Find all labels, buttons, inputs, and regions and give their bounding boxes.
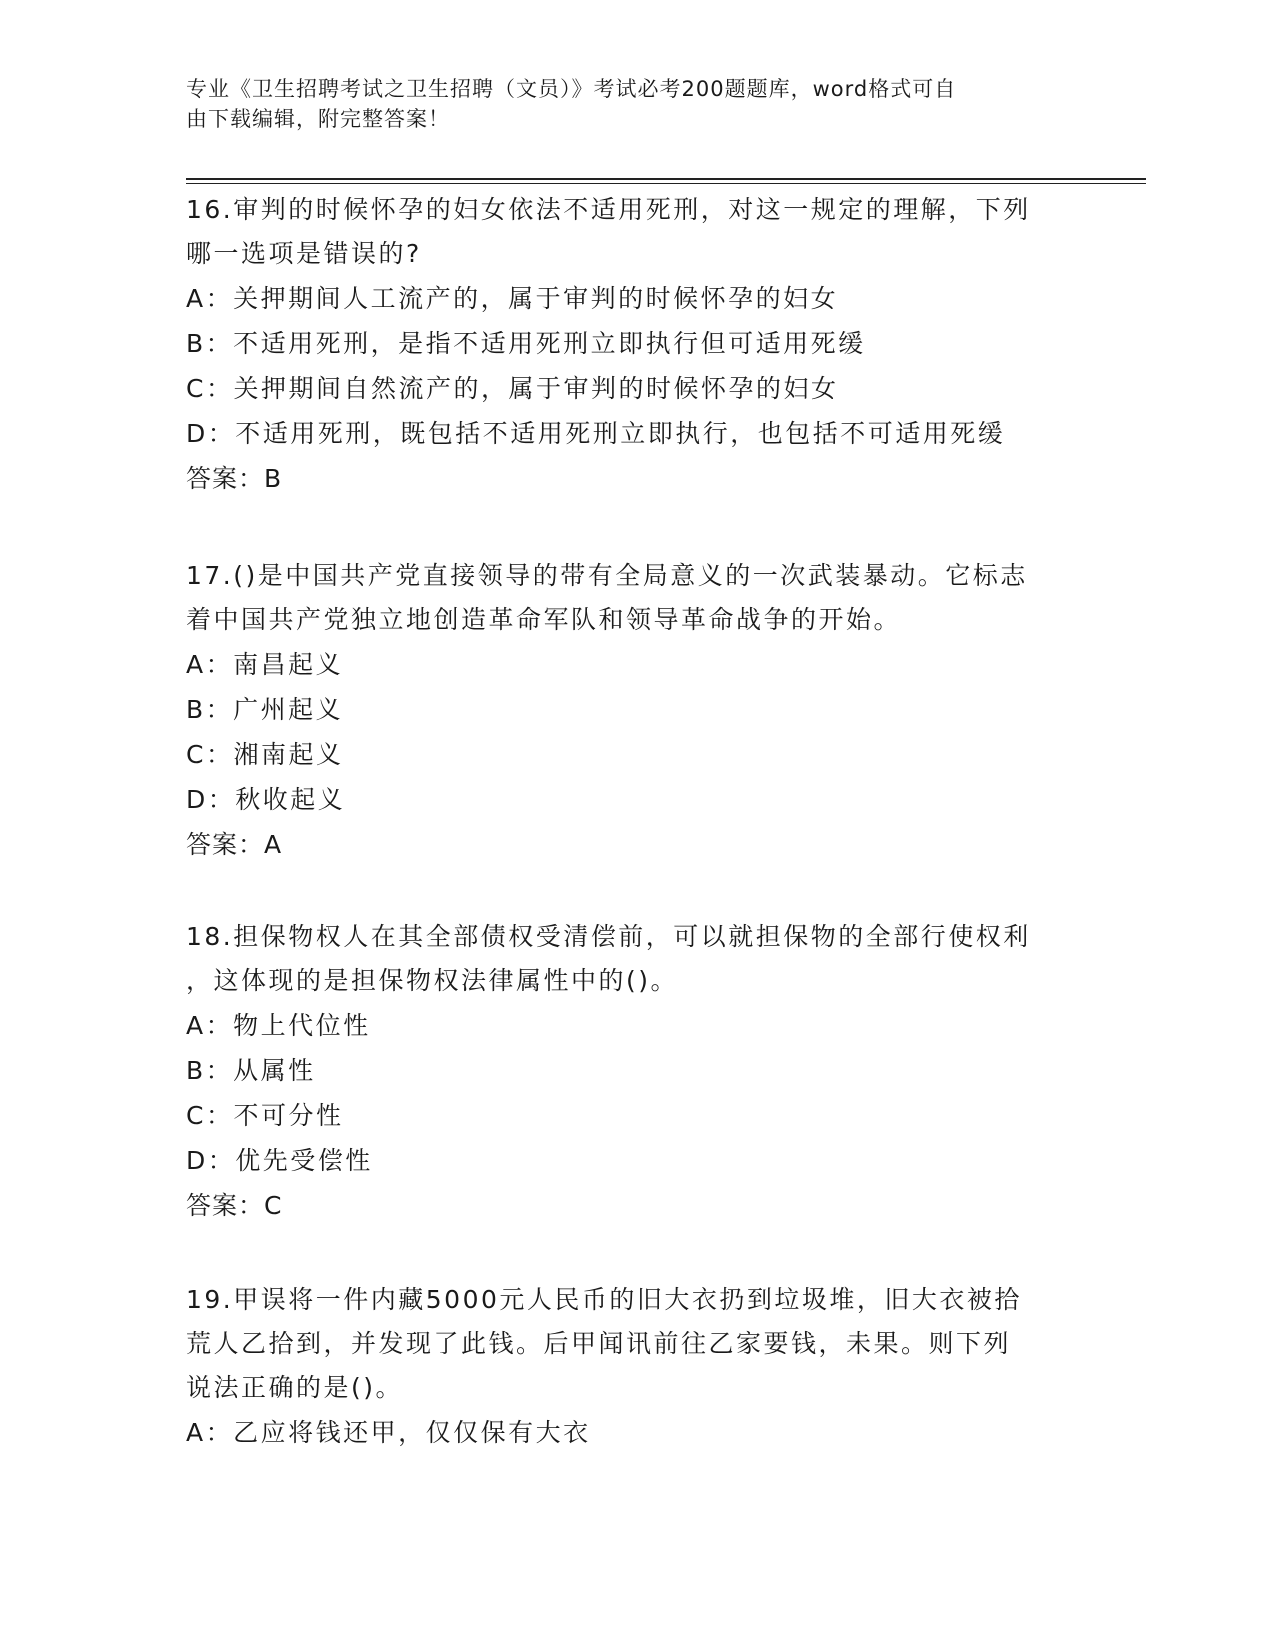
answer: 答案：A xyxy=(186,830,283,859)
question-stem-line-2: 荒人乙拾到，并发现了此钱。后甲闻讯前往乙家要钱，未果。则下列 xyxy=(186,1329,1012,1358)
option-c: C：关押期间自然流产的，属于审判的时候怀孕的妇女 xyxy=(186,374,839,403)
question-stem-line-2: ，这体现的是担保物权法律属性中的()。 xyxy=(186,966,679,995)
question-stem-line-3: 说法正确的是()。 xyxy=(186,1373,404,1402)
question-stem-line-1: 17.()是中国共产党直接领导的带有全局意义的一次武装暴动。它标志 xyxy=(186,561,1028,590)
question-18 xyxy=(186,915,1066,1229)
option-list xyxy=(186,1410,1066,1455)
option-a: A：乙应将钱还甲，仅仅保有大衣 xyxy=(186,1418,591,1447)
option-d: D：不适用死刑，既包括不适用死刑立即执行，也包括不可适用死缓 xyxy=(186,419,1006,448)
option-list xyxy=(186,642,1066,822)
option-a: A：物上代位性 xyxy=(186,1011,371,1040)
question-stem xyxy=(186,554,1066,642)
option-list xyxy=(186,276,1066,456)
header-line-2: 由下载编辑，附完整答案！ xyxy=(186,107,450,131)
option-list xyxy=(186,1003,1066,1183)
question-stem xyxy=(186,188,1066,276)
question-16 xyxy=(186,188,1066,502)
option-a: A：关押期间人工流产的，属于审判的时候怀孕的妇女 xyxy=(186,284,839,313)
option-c: C：湘南起义 xyxy=(186,740,344,769)
answer: 答案：C xyxy=(186,1191,283,1220)
option-c: C：不可分性 xyxy=(186,1101,344,1130)
header-divider-thin xyxy=(186,183,1146,184)
document-header xyxy=(186,74,1066,134)
question-19 xyxy=(186,1278,1066,1455)
answer: 答案：B xyxy=(186,464,283,493)
header-divider-thick xyxy=(186,178,1146,180)
header-line-1: 专业《卫生招聘考试之卫生招聘（文员）》考试必考200题题库，word格式可自 xyxy=(186,77,957,101)
option-b: B：广州起义 xyxy=(186,695,344,724)
option-b: B：不适用死刑，是指不适用死刑立即执行但可适用死缓 xyxy=(186,329,866,358)
question-stem xyxy=(186,1278,1066,1410)
option-d: D：优先受偿性 xyxy=(186,1146,373,1175)
question-stem xyxy=(186,915,1066,1003)
question-stem-line-2: 着中国共产党独立地创造革命军队和领导革命战争的开始。 xyxy=(186,605,902,634)
option-d: D：秋收起义 xyxy=(186,785,346,814)
question-stem-line-1: 16.审判的时候怀孕的妇女依法不适用死刑，对这一规定的理解，下列 xyxy=(186,195,1031,224)
question-stem-line-1: 19.甲误将一件内藏5000元人民币的旧大衣扔到垃圾堆，旧大衣被拾 xyxy=(186,1285,1022,1314)
option-b: B：从属性 xyxy=(186,1056,316,1085)
question-stem-line-1: 18.担保物权人在其全部债权受清偿前，可以就担保物的全部行使权利 xyxy=(186,922,1031,951)
question-stem-line-2: 哪一选项是错误的? xyxy=(186,239,422,268)
option-a: A：南昌起义 xyxy=(186,650,344,679)
question-17 xyxy=(186,554,1066,868)
